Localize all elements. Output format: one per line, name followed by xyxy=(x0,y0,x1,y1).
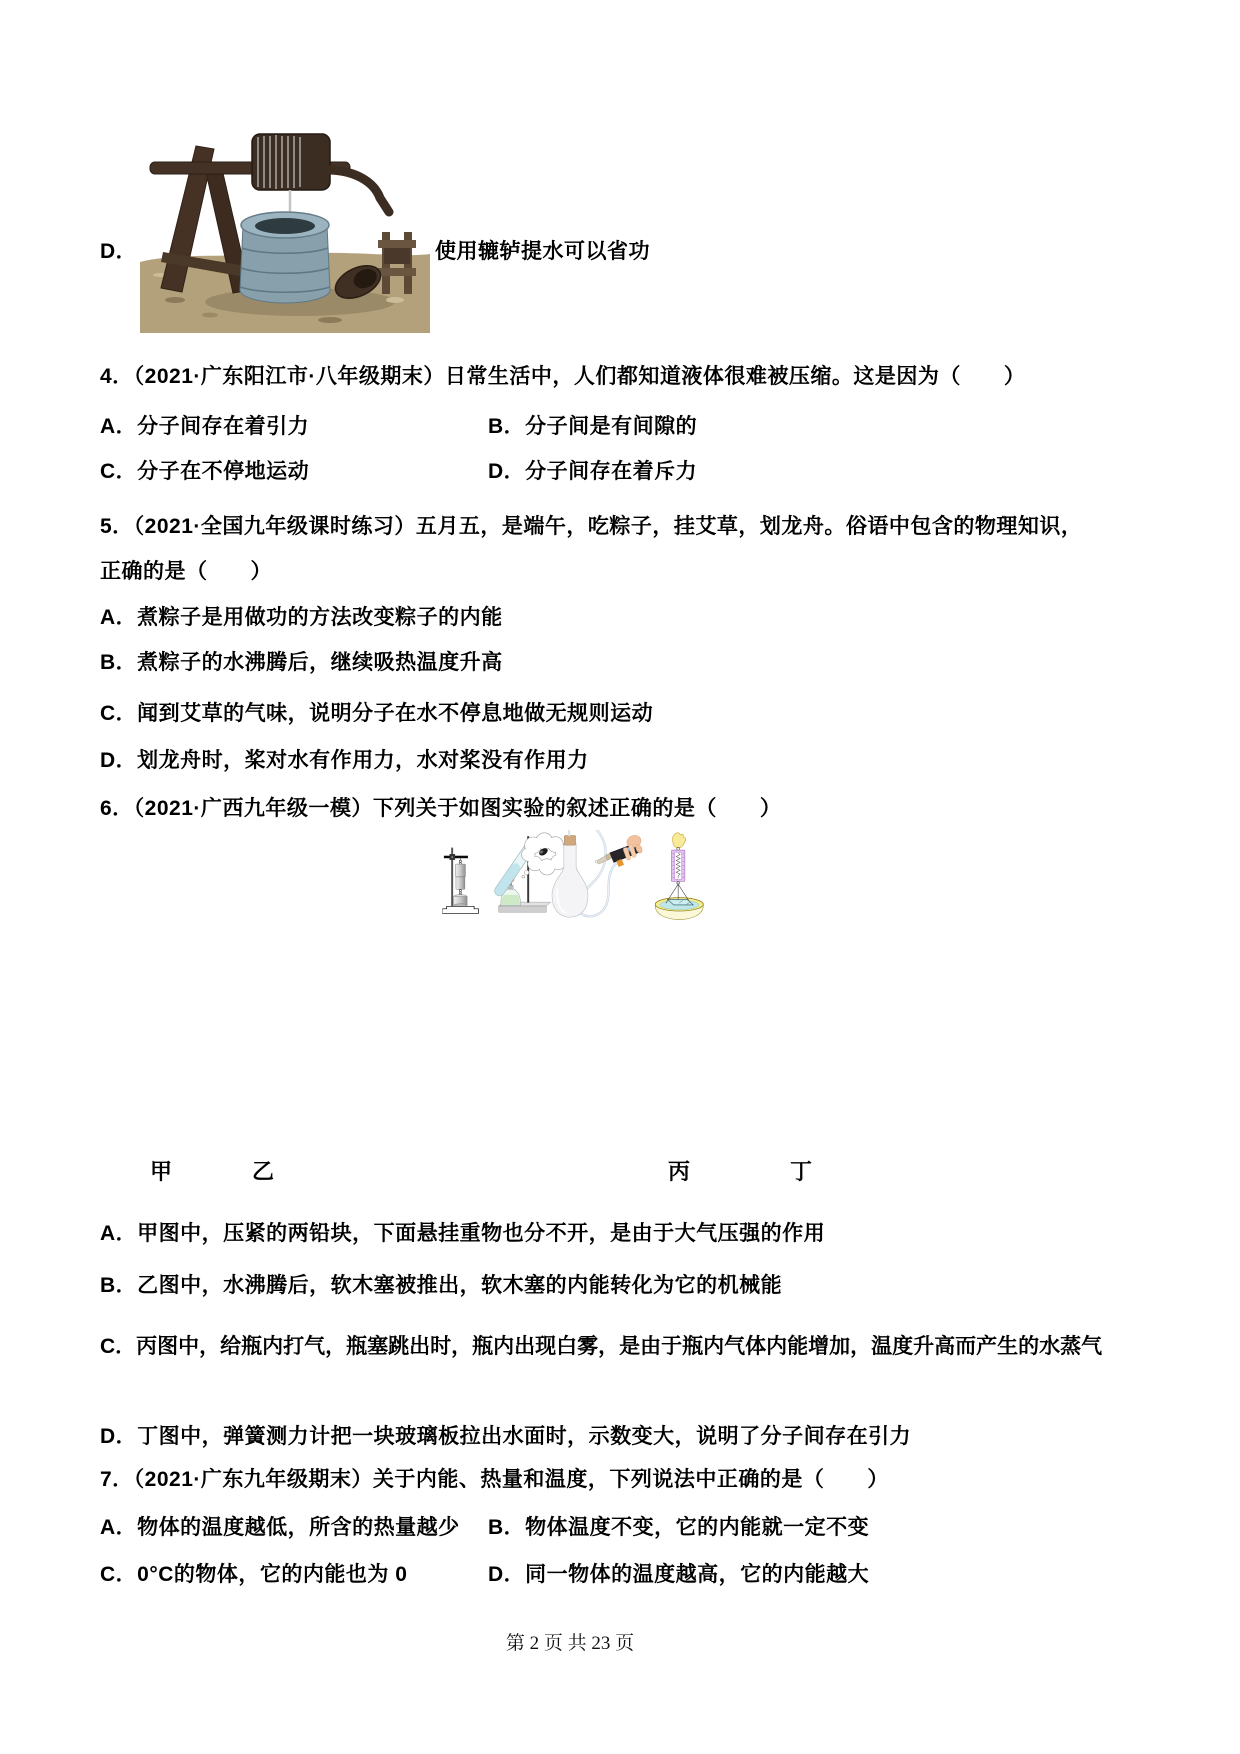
option-d-caption: 使用辘轳提水可以省功 xyxy=(435,240,650,263)
q4-option-d: D．分子间存在着斥力 xyxy=(488,460,698,483)
apparatus-jia-lead-blocks xyxy=(442,848,478,914)
q5-option-a: A．煮粽子是用做功的方法改变粽子的内能 xyxy=(100,606,503,629)
figure-label-bing: 丙 xyxy=(668,1159,691,1184)
figure-label-yi: 乙 xyxy=(252,1159,275,1184)
q4-option-b: B．分子间是有间隙的 xyxy=(488,415,698,438)
q5-stem-line2: 正确的是（ ） xyxy=(100,560,272,583)
q4-option-a: A．分子间存在着引力 xyxy=(100,415,310,438)
apparatus-ding-spring-scale xyxy=(655,833,703,920)
q5-option-d: D．划龙舟时，桨对水有作用力，水对桨没有作用力 xyxy=(100,749,589,772)
q7-option-c: C．0°C的物体，它的内能也为 0 xyxy=(100,1563,408,1586)
q5-option-c: C．闻到艾草的气味，说明分子在水不停息地做无规则运动 xyxy=(100,702,654,725)
figure-label-ding: 丁 xyxy=(790,1159,813,1184)
q6-stem: 6．（2021·广西九年级一模）下列关于如图实验的叙述正确的是（ ） xyxy=(100,797,782,820)
well-windlass-illustration xyxy=(128,125,430,333)
q6-option-d: D．丁图中，弹簧测力计把一块玻璃板拉出水面时，示数变大，说明了分子间存在引力 xyxy=(100,1425,912,1448)
q4-stem: 4．（2021·广东阳江市·八年级期末）日常生活中，人们都知道液体很难被压缩。这是因为（ ） xyxy=(100,365,1026,388)
q6-experiments-figure xyxy=(100,830,1050,1152)
q6-option-a: A．甲图中，压紧的两铅块，下面悬挂重物也分不开，是由于大气压强的作用 xyxy=(100,1222,826,1245)
q5-stem-line1: 5．（2021·全国九年级课时练习）五月五，是端午，吃粽子，挂艾草，划龙舟。俗语中包含的物理知识， xyxy=(100,515,1083,538)
figure-label-jia: 甲 xyxy=(150,1159,173,1184)
q6-option-c: C．丙图中，给瓶内打气，瓶塞跳出时，瓶内出现白雾，是由于瓶内气体内能增加，温度升高而产生的水蒸气 xyxy=(100,1335,1103,1358)
q6-option-b: B．乙图中，水沸腾后，软木塞被推出，软木塞的内能转化为它的机械能 xyxy=(100,1274,783,1297)
q4-option-c: C．分子在不停地运动 xyxy=(100,460,310,483)
page-number: 第 2 页 共 23 页 xyxy=(505,1633,635,1654)
q7-stem: 7．（2021·广东九年级期末）关于内能、热量和温度，下列说法中正确的是（ ） xyxy=(100,1468,889,1491)
q5-option-b: B．煮粽子的水沸腾后，继续吸热温度升高 xyxy=(100,651,503,674)
option-d-label: D． xyxy=(100,240,138,263)
q7-option-b: B．物体温度不变，它的内能就一定不变 xyxy=(488,1516,870,1539)
q7-option-a: A．物体的温度越低，所含的热量越少 xyxy=(100,1516,460,1539)
apparatus-bing-flask-pump xyxy=(552,830,646,917)
q7-option-d: D．同一物体的温度越高，它的内能越大 xyxy=(488,1563,870,1586)
